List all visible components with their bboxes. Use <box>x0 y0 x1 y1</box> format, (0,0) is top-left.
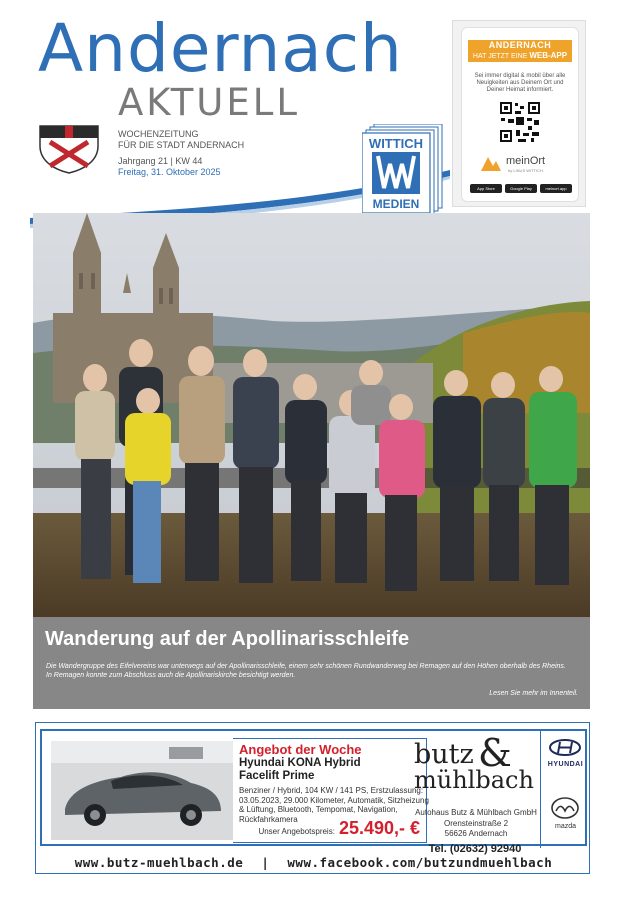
hyundai-logo-icon <box>549 739 581 756</box>
app-ad-city: ANDERNACH <box>488 40 552 50</box>
price-label: Unser Angebotspreis: <box>258 827 335 836</box>
car-dealer-advert[interactable] <box>35 722 590 874</box>
offer-headline: Angebot der Woche <box>239 742 362 757</box>
issue-info <box>118 129 244 178</box>
google-play-badge[interactable]: Google Play <box>505 184 537 193</box>
dealer-logo-butz: butz <box>414 739 474 770</box>
app-store-badge[interactable]: App Store <box>470 184 502 193</box>
tagline-weekly: WOCHENZEITUNG <box>118 129 199 139</box>
dealer-phone[interactable]: Tel. (02632) 92940 <box>428 843 522 855</box>
meinort-brand: meinOrt <box>506 155 546 167</box>
app-ad-tagline-bold: WEB-APP <box>529 51 568 60</box>
mazda-logo-icon <box>551 797 579 819</box>
app-ad-tagline-prefix: HAT JETZT EINE <box>472 53 528 60</box>
issue-number: Jahrgang 21 | KW 44 <box>118 156 203 166</box>
dealer-facebook-link[interactable]: www.facebook.com/butzundmuehlbach <box>287 855 553 870</box>
offer-model-line-2: Facelift Prime <box>239 770 315 782</box>
app-ad-header <box>468 40 572 62</box>
price-row <box>258 818 420 839</box>
phone-mockup <box>461 27 579 202</box>
link-separator: | <box>261 855 270 870</box>
brand-logos <box>540 731 589 848</box>
meinort-by-label: by LINUS WITTICH <box>508 168 543 173</box>
dealer-logo-muehlbach: mühlbach <box>414 766 534 794</box>
wittich-medien-logo <box>362 124 444 214</box>
hiking-group-photo <box>33 213 590 617</box>
masthead-title: Andernach <box>38 10 403 87</box>
meinort-logo-icon <box>480 154 502 172</box>
web-app-badge[interactable]: meinort.app <box>540 184 572 193</box>
article-text <box>46 662 581 680</box>
app-ad-tagline <box>468 51 572 62</box>
advert-footer-links <box>40 855 587 870</box>
article-title: Wanderung auf der Apollinarisschleife <box>45 628 410 650</box>
dealer-website-link[interactable]: www.butz-muehlbach.de <box>74 855 244 870</box>
car-photo <box>51 741 233 840</box>
city-coat-of-arms-icon <box>36 124 102 174</box>
dealer-street: Orensteinstraße 2 <box>443 818 509 828</box>
offer-price: 25.490,- € <box>338 818 420 838</box>
wittich-label: WITTICH <box>368 136 424 151</box>
advert-frame <box>40 729 587 855</box>
read-more-note: Lesen Sie mehr im Innenteil. <box>489 690 578 697</box>
mazda-brand-label: mazda <box>554 823 576 830</box>
hyundai-brand-label: HYUNDAI <box>547 761 584 768</box>
dealer-company: Autohaus Butz & Mühlbach GmbH <box>415 808 537 817</box>
article-text-line-2: In Remagen konnte zum Abschluss auch die Apollinariskirche besichtigt werden. <box>46 672 296 679</box>
offer-model-line-1: Hyundai KONA Hybrid <box>239 757 361 769</box>
offer-panel <box>233 738 427 843</box>
app-ad-text: Sei immer digital & mobil über alle Neuigkeiten aus Deinem Ort und Deiner Heimat informiert. <box>474 73 566 93</box>
web-app-advert[interactable] <box>452 20 586 207</box>
dealer-logo-ampersand: & <box>478 731 512 775</box>
article-text-line-1: Die Wandergruppe des Eifelvereins war unterwegs auf der Apollinarisschleife, einem sehr schönen Rundwanderweg bei Remagen auf den Höhen oberhalb des Rheins. <box>46 663 566 670</box>
medien-label: MEDIEN <box>372 197 420 211</box>
dealer-address <box>406 808 546 840</box>
tagline-city: FÜR DIE STADT ANDERNACH <box>118 140 245 150</box>
issue-date: Freitag, 31. Oktober 2025 <box>118 167 221 177</box>
qr-code-icon[interactable] <box>498 100 542 144</box>
masthead-subtitle: AKTUELL <box>118 81 300 124</box>
store-badges <box>470 184 574 193</box>
article-caption <box>33 617 590 709</box>
offer-description: Benziner / Hybrid, 104 KW / 141 PS, Erstzulassung: 03.05.2023, 29.000 Kilometer, Automatik, Sitzheizung & Lüftung, Bluetooth, Tempomat, Navigation, Rückfahrkamera <box>239 786 429 824</box>
dealer-city: 56626 Andernach <box>444 829 508 838</box>
